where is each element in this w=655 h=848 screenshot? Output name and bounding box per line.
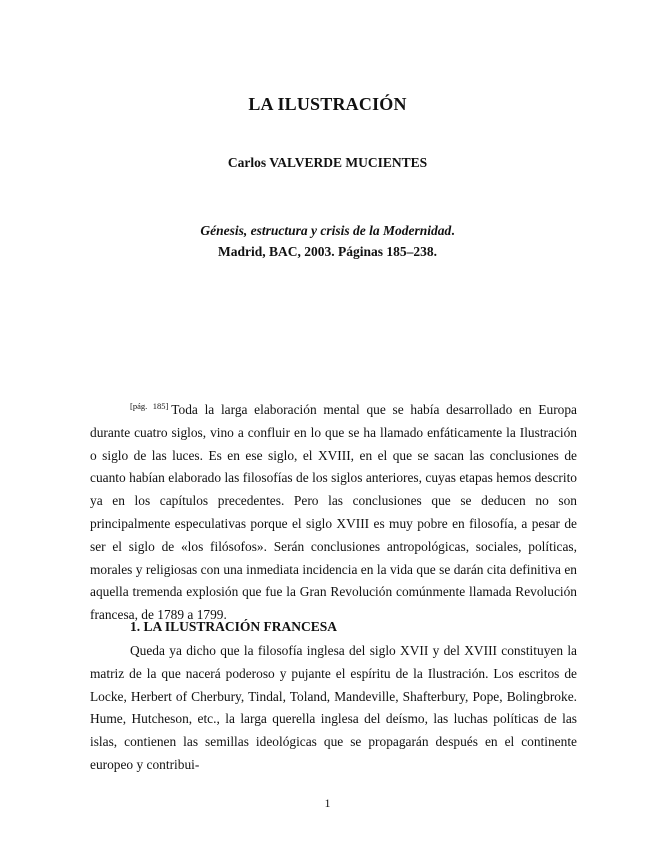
document-title: LA ILUSTRACIÓN: [248, 94, 407, 114]
book-title-line: [0, 220, 655, 241]
page-number: 1: [324, 796, 331, 810]
book-title: Génesis, estructura y crisis de la Modernidad: [200, 223, 452, 238]
section-heading: 1. LA ILUSTRACIÓN FRANCESA: [130, 619, 338, 634]
book-title-period: .: [451, 223, 455, 238]
author-name: Carlos VALVERDE MUCIENTES: [227, 155, 428, 170]
publication-info: Madrid, BAC, 2003. Páginas 185–238.: [217, 244, 437, 259]
source-citation: [0, 220, 655, 262]
paragraph-intro: [90, 395, 577, 627]
paragraph-intro-text: Toda la larga elaboración mental que se había desarrollado en Europa durante cuatro siglos, vino a confluir en lo que se ha llamado enfáticamente la Ilustración o siglo de las luces. Es en ese siglo, el XVIII, en el que se sacan las conclusiones de cuanto habían elaborado las filosofías de los siglos anteriores, cuyas etapas hemos descrito ya en los capítulos precedentes. Pero las conclusiones que se deducen no son principalmente especulativas porque el siglo XVIII es muy pobre en filosofía, a pesar de ser el siglo de «los filósofos». Serán conclusiones antropológicas, sociales, políticas, morales y religiosas con una inmediata incidencia en la vida que se darán cita definitiva en aquella tremenda explosión que fue la Gran Revolución comúnmente llamada Revolución francesa, de 1789 a 1799.: [90, 402, 577, 623]
paragraph-section-1: Queda ya dicho que la filosofía inglesa del siglo XVII y del XVIII constituyen la matriz de la que nacerá poderoso y pujante el espíritu de la Ilustración. Los escritos de Locke, Herbert of Cherbury, Tindal, Toland, Mandeville, Shafterbury, Pope, Bolingbroke. Hume, Hutcheson, etc., la larga querella inglesa del deísmo, las luchas políticas de las islas, contienen las semillas ideológicas que se propagarán después en el continente europeo y contribui-: [90, 643, 577, 772]
page-marker: [pág. 185]: [130, 401, 169, 411]
